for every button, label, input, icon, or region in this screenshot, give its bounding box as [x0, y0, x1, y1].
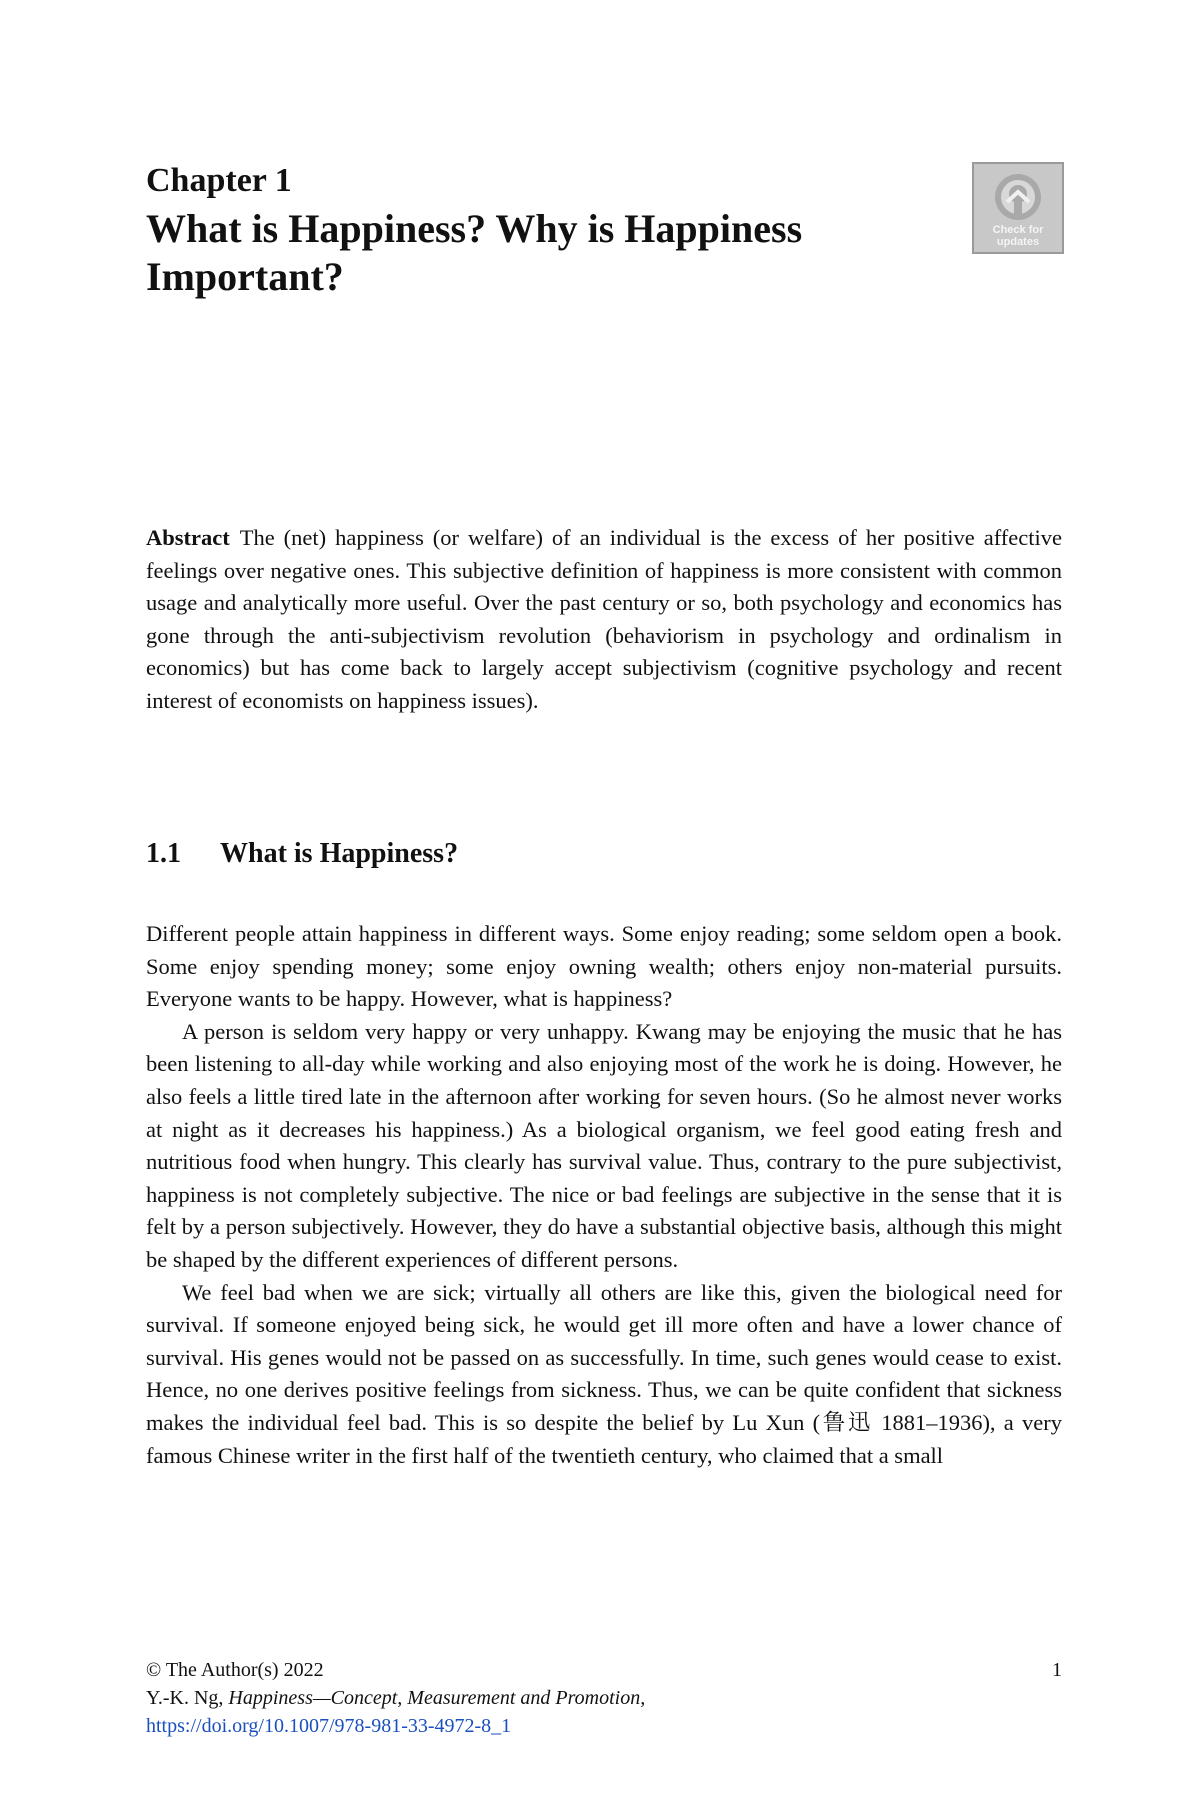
abstract: [146, 522, 1062, 717]
citation-line: [146, 1684, 1062, 1712]
doi-link[interactable]: https://doi.org/10.1007/978-981-33-4972-8_1: [146, 1715, 512, 1737]
body-text: [146, 918, 1062, 1472]
paragraph: A person is seldom very happy or very unhappy. Kwang may be enjoying the music that he has been listening to all-day while working and also enjoying most of the work he is doing. However, he also feels a little tired late in the afternoon after working for seven hours. (So he almost never works at night as it decreases his happiness.) As a biological organism, we feel good eating fresh and nutritious food when hungry. This clearly has survival value. Thus, contrary to the pure subjectivist, happiness is not completely subjective. The nice or bad feelings are subjective in the sense that it is felt by a person subjectively. However, they do have a substantial objective basis, although this might be shaped by the different experiences of different persons.: [146, 1018, 1062, 1272]
check-for-updates-icon: [993, 172, 1043, 222]
page-number: 1: [1052, 1659, 1062, 1681]
author-name: Y.-K. Ng,: [146, 1687, 224, 1709]
section-title: What is Happiness?: [220, 838, 459, 869]
paragraph: We feel bad when we are sick; virtually all others are like this, given the biological need for survival. If someone enjoyed being sick, he would get ill more often and have a lower chance of survival. His genes would not be passed on as successfully. In time, such genes would cease to exist. Hence, no one derives positive feelings from sickness. Thus, we can be quite confident that sickness makes the individual feel bad. This is so despite the belief by Lu Xun (鲁迅 1881–1936), a very famous Chinese writer in the first half of the twentieth century, who claimed that a small: [146, 1279, 1062, 1468]
paragraph: Different people attain happiness in different ways. Some enjoy reading; some seldom open a book. Some enjoy spending money; some enjoy owning wealth; others enjoy non-material pursuits. Everyone wants to be happy. However, what is happiness?: [146, 921, 1062, 1012]
abstract-text: The (net) happiness (or welfare) of an individual is the excess of her positive affective feelings over negative ones. This subjective definition of happiness is more consistent with common usage and analytically more useful. Over the past century or so, both psychology and economics has gone through the anti-subjectivism revolution (behaviorism in psychology and ordinalism in economics) but has come back to largely accept subjectivism (cognitive psychology and recent interest of economists on happiness issues).: [146, 525, 1062, 713]
check-for-updates-badge[interactable]: [972, 162, 1064, 254]
abstract-label: Abstract: [146, 525, 230, 550]
badge-text: Check for updates: [992, 224, 1044, 248]
section-number: 1.1: [146, 838, 181, 869]
section-heading: [146, 836, 458, 872]
chapter-title: What is Happiness? Why is Happiness Important?: [146, 206, 803, 299]
chapter-label: Chapter 1: [146, 162, 292, 199]
book-title: Happiness—Concept, Measurement and Promotion,: [228, 1687, 646, 1709]
copyright-line: © The Author(s) 2022: [146, 1659, 324, 1681]
footer: [146, 1656, 1062, 1740]
